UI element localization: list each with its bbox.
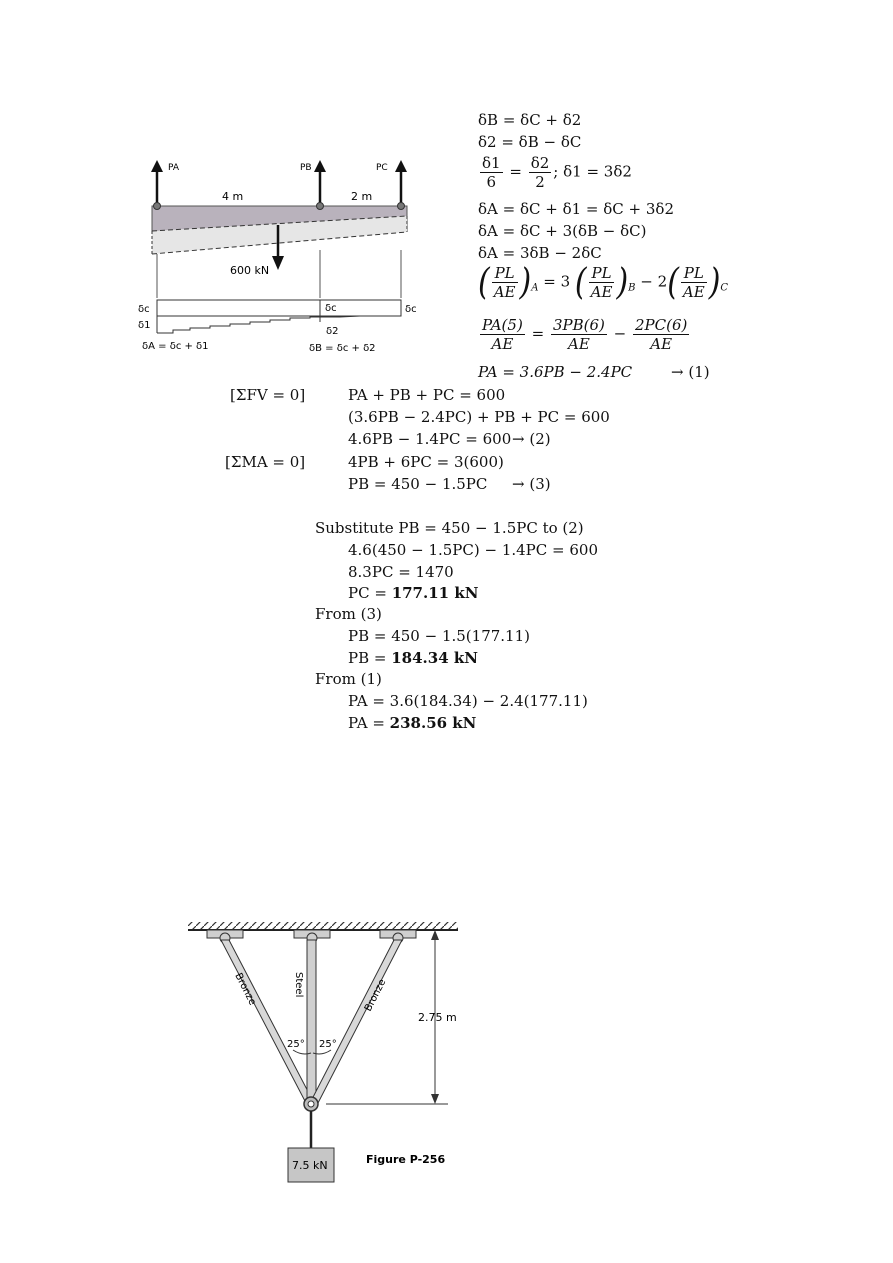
compat-line-1: δB = δC + δ2 <box>478 111 582 129</box>
ref-1: → (1) <box>671 363 710 381</box>
ref-2: → (2) <box>512 430 551 448</box>
solution-line-2: 8.3PC = 1470 <box>348 563 454 581</box>
fv-line-3: 4.6PB − 1.4PC = 600 <box>348 430 512 448</box>
substitute-line: Substitute PB = 450 − 1.5PC to (2) <box>315 519 584 537</box>
pc-result: PC = 177.11 kN <box>348 584 479 602</box>
from-1: From (1) <box>315 670 382 688</box>
weight-label: 7.5 kN <box>292 1159 328 1172</box>
fv-label: [ΣFV = 0] <box>230 386 306 404</box>
solution-line-6: PA = 3.6(184.34) − 2.4(177.11) <box>348 692 588 710</box>
fv-line-2: (3.6PB − 2.4PC) + PB + PC = 600 <box>348 408 610 426</box>
compat-final: PA = 3.6PB − 2.4PC <box>478 363 633 381</box>
frac-d1: δ1 <box>482 154 501 172</box>
solution-line-1: 4.6(450 − 1.5PC) − 1.4PC = 600 <box>348 541 598 559</box>
bronze-bar-right <box>310 940 402 1103</box>
deflection-diagram <box>157 300 401 333</box>
from-3: From (3) <box>315 605 382 623</box>
label-bronze-right: Bronze <box>362 977 389 1014</box>
pl-ae-equation: ( $\frac{PL}{AE}$ )$_A = 3$ ( $\frac{PL}{AE}$ )$_B - 2$( $\frac{PL}{AE}$ )$_C$ <box>478 260 729 303</box>
delta-2-mid: δ2 <box>326 326 339 337</box>
span-label-4m: 4 m <box>222 190 244 203</box>
delta-1-left: δ1 <box>138 320 151 331</box>
force-arrow-pc <box>395 160 407 205</box>
compat-line-2: δ2 = δB − δC <box>478 133 582 151</box>
delta-c-left: δc <box>138 304 150 315</box>
delta-b-equation: δB = δc + δ2 <box>309 343 376 354</box>
delta-c-mid: δc <box>325 303 337 314</box>
height-label: 2.75 m <box>418 1011 457 1024</box>
label-bronze-left: Bronze <box>232 971 258 1008</box>
pa-result: PA = 238.56 kN <box>348 714 477 732</box>
label-pb: PB <box>300 163 312 173</box>
frac-2: 2 <box>535 173 545 191</box>
fv-line-1: PA + PB + PC = 600 <box>348 386 506 404</box>
pb-result: PB = 184.34 kN <box>348 649 478 667</box>
ratio-equals: = <box>509 162 522 181</box>
beam-figure <box>130 150 430 360</box>
angle-right: 25° <box>319 1039 337 1050</box>
frac-6: 6 <box>486 173 497 191</box>
label-steel: Steel <box>293 972 304 998</box>
figure-caption: Figure P-256 <box>366 1153 446 1166</box>
force-arrow-pa <box>151 160 163 205</box>
ma-line-1: 4PB + 6PC = 3(600) <box>348 453 504 471</box>
steel-bar <box>307 940 316 1103</box>
truss-figure <box>180 910 480 1195</box>
compat-line-5: δA = δC + 3(δB − δC) <box>478 222 647 240</box>
compat-line-6: δA = 3δB − 2δC <box>478 244 602 262</box>
compat-line-4: δA = δC + δ1 = δC + 3δ2 <box>478 200 674 218</box>
label-pc: PC <box>376 163 388 173</box>
bronze-bar-left <box>221 940 314 1103</box>
ref-3: → (3) <box>512 475 551 493</box>
ratio-tail: ; δ1 = 3δ2 <box>553 162 632 181</box>
delta-a-equation: δA = δc + δ1 <box>142 341 209 352</box>
solution-line-4: PB = 450 − 1.5(177.11) <box>348 627 530 645</box>
frac-d2: δ2 <box>530 154 550 172</box>
ma-label: [ΣMA = 0] <box>225 453 306 471</box>
label-pa: PA <box>168 163 180 173</box>
angle-left: 25° <box>287 1039 305 1050</box>
load-label: 600 kN <box>230 264 270 277</box>
ceiling <box>188 922 458 930</box>
force-arrow-pb <box>314 160 326 205</box>
compat-ratio <box>478 154 632 191</box>
ma-line-2: PB = 450 − 1.5PC <box>348 475 488 493</box>
delta-c-right: δc <box>405 304 417 315</box>
span-label-2m: 2 m <box>351 190 373 203</box>
pa5-equation: $\frac{PA(5)}{AE}$ = $\frac{3PB(6)}{AE}$ − $\frac{2PC(6)}{AE}$ <box>482 316 688 353</box>
